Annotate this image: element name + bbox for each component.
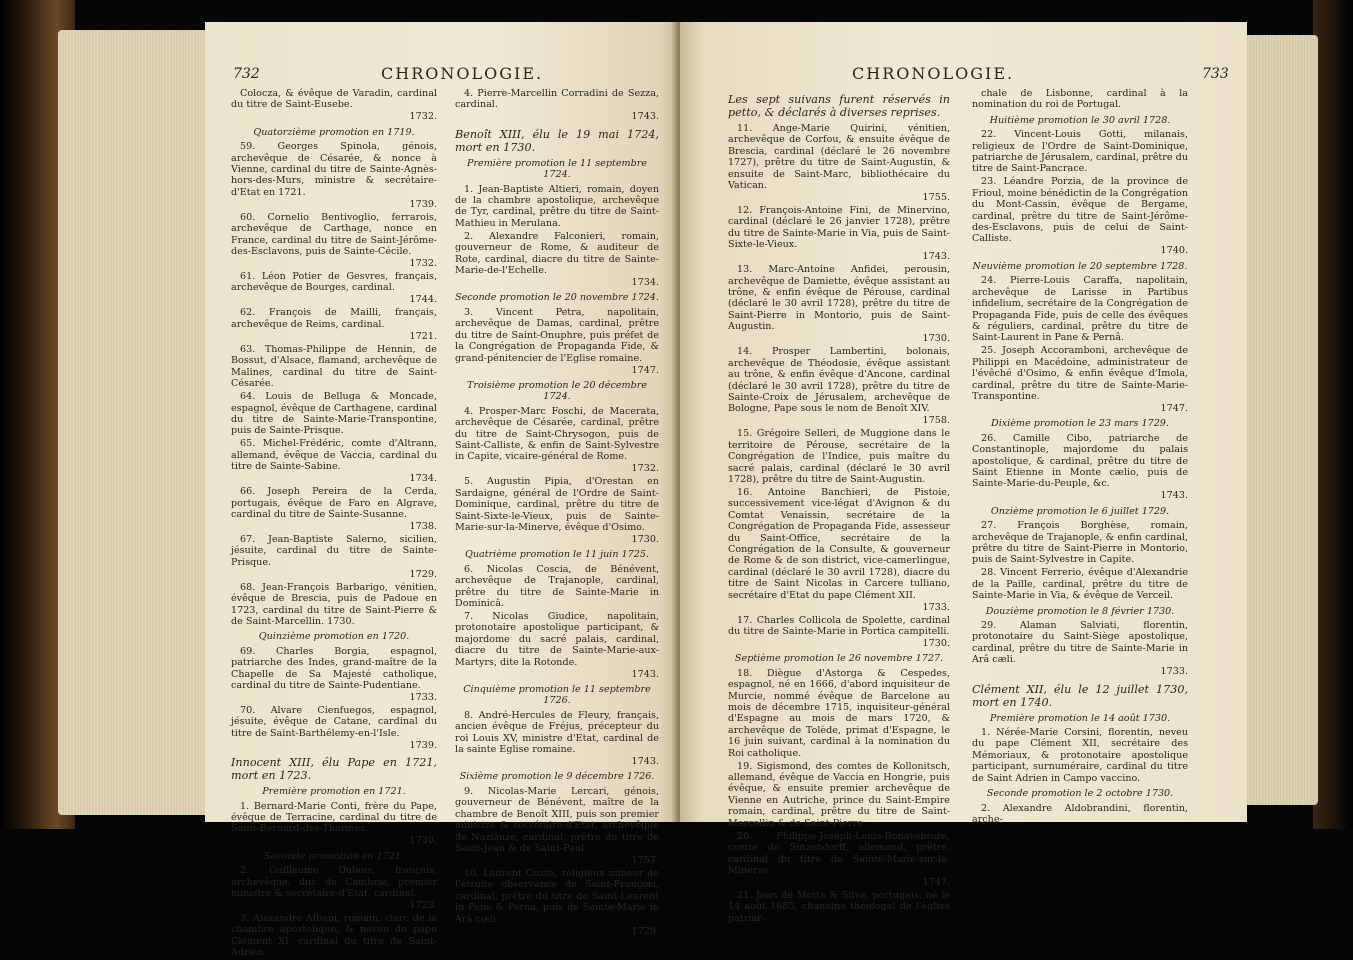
entry-paragraph: 66. Joseph Pereira de la Cerda, portugais, évêque de Faro en Algrave, cardinal du titre de Sainte-Susanne. xyxy=(231,486,437,520)
entry-date: 1740. xyxy=(1160,245,1188,257)
entry-date: 1732. xyxy=(631,463,659,475)
entry-date: 1739. xyxy=(409,739,437,751)
entry-paragraph: 25. Joseph Accoramboni, archevêque de Philippi en Macédoine, administrateur de l'évêché d'Osimo, & enfin évêque d'Imola, cardinal, prêtre du titre de Sainte-Marie-Transpontine. xyxy=(972,345,1188,402)
entry-date: 1758. xyxy=(922,415,950,427)
left-page xyxy=(205,22,678,959)
entry-paragraph: 9. Nicolas-Marie Lercari, génois, gouverneur de Bénévent, maître de la chambre de Benoît XIII, puis son premier ministre & secrétaire-d'Etat, archevêque de Nazianze, cardinal, prêtre du titre de Saint-Jean & de Saint-Paul. xyxy=(455,785,659,854)
promotion-heading: Dixième promotion le 23 mars 1729. xyxy=(991,418,1169,430)
entry-date: 1723. xyxy=(409,900,437,912)
pontificate-heading: Clément XII, élu le 12 juillet 1730, mort en 1740. xyxy=(972,682,1188,709)
book-right-edge xyxy=(1313,0,1353,829)
entry-paragraph: 1. Bernard-Marie Conti, frère du Pape, évêque de Terracine, cardinal du titre de Saint-Bernard-des-Thermes. xyxy=(231,800,437,835)
promotion-heading: Neuvième promotion le 20 septembre 1728. xyxy=(972,260,1188,272)
entry-paragraph: 62. François de Mailli, français, archevêque de Reims, cardinal. xyxy=(231,307,437,330)
entry-date: 1747. xyxy=(631,364,659,376)
entry-paragraph: 64. Louis de Belluga & Moncade, espagnol, évêque de Carthagene, cardinal du titre de Sainte-Marie-Transpontine, puis de Sainte-Prisque. xyxy=(231,391,437,437)
entry-paragraph: 18. Diègue d'Astorga & Cespedes, espagnol, né en 1666, d'abord inquisiteur de Murcie, nommé évêque de Barcelone au mois de décembre 1715, inquisiteur-général d'Espagne au mois de mars 1720, & archevêque de Tolède, primat d'Espagne, le 16 juin suivant, cardinal à la nomination du Roi catholique. xyxy=(728,667,950,759)
entry-date: 1739. xyxy=(409,198,437,210)
entry-paragraph: 2. Alexandre Aldobrandini, florentin, arche- xyxy=(972,802,1188,825)
entry-date: 1732. xyxy=(409,258,437,270)
right-running-head: CHRONOLOGIE. xyxy=(852,64,1015,83)
entry-paragraph: 6. Nicolas Coscia, de Bénévent, archevêque de Trajanople, cardinal, prêtre du titre de Sainte-Marie in Dominicâ. xyxy=(455,563,659,609)
entry-paragraph: 67. Jean-Baptiste Salerno, sicilien, jésuite, cardinal du titre de Sainte-Prisque. xyxy=(231,533,437,568)
entry-date: 1743. xyxy=(1160,490,1188,502)
entry-paragraph: 22. Vincent-Louis Gotti, milanais, religieux de l'Ordre de Saint-Dominique, patriarche de Jérusalem, cardinal, prêtre du titre de Saint-Pancrace. xyxy=(972,129,1188,175)
entry-date: 1743. xyxy=(631,111,659,123)
promotion-heading: Cinquième promotion le 11 septembre 1726. xyxy=(463,684,651,707)
entry-date: 1743. xyxy=(631,756,659,768)
entry-paragraph: 24. Pierre-Louis Caraffa, napolitain, archevêque de Larisse in Partibus infidelium, secrétaire de la Congrégation de Propaganda Fide, puis de celle des évêques & réguliers, cardinal, prêtre du titre de Saint-Laurent in Pane & Pernâ. xyxy=(972,275,1188,344)
entry-paragraph: 7. Nicolas Giudice, napolitain, protonotaire apostolique participant, & majordome du sacré palais, cardinal, diacre du titre de Sainte-Marie-aux-Martyrs, dite la Rotonde. xyxy=(455,611,659,668)
entry-paragraph: Colocza, & évêque de Varadin, cardinal du titre de Saint-Eusebe. xyxy=(231,88,437,111)
promotion-heading: Sixième promotion le 9 décembre 1726. xyxy=(459,771,655,783)
entry-date: 1733. xyxy=(409,692,437,703)
entry-paragraph: 15. Grégoire Selleri, de Muggione dans le territoire de Pérouse, secrétaire de la Congrégation de l'Indice, puis maître du sacré palais, cardinal (déclaré le 30 avril 1728), prêtre du titre de Saint-Augustin. xyxy=(728,428,950,485)
left-running-head: CHRONOLOGIE. xyxy=(381,64,544,83)
entry-date: 1733. xyxy=(1160,666,1188,678)
entry-paragraph: 10. Laurent Cozza, religieux mineur de l'étroite observance de Saint-François, cardinal, prêtre du titre de Saint-Laurent in Pane & Perna, puis de Sainte-Marie in Arâ cœli. xyxy=(455,867,659,925)
promotion-heading: Douzième promotion le 8 février 1730. xyxy=(985,605,1175,617)
entry-date: 1734. xyxy=(409,473,437,485)
entry-paragraph: 1. Jean-Baptiste Altieri, romain, doyen de la chambre apostolique, archevêque de Tyr, cardinal, prêtre du titre de Saint-Mathieu in Merulana. xyxy=(455,183,659,229)
entry-paragraph: 26. Camille Cibo, patriarche de Constantinople, majordome du palais apostolique, & cardinal, prêtre du titre de Saint Etienne in Monte cælio, puis de Sainte-Marie-du-Peuple, &c. xyxy=(972,432,1188,490)
entry-paragraph: 4. Pierre-Marcellin Corradini de Sezza, cardinal. xyxy=(455,88,659,111)
entry-paragraph: 29. Alaman Salviati, florentin, protonotaire du Saint-Siège apostolique, cardinal, prêtre du titre de Sainte-Marie in Arâ cæli. xyxy=(972,620,1188,666)
entry-date: 1730. xyxy=(922,333,950,345)
entry-paragraph: 2. Guillaume Dubois, français, archevêque, duc de Cambrai, premier ministre & secrétaire-d'Etat, cardinal. xyxy=(231,865,437,900)
pontificate-heading: Les sept suivans furent réservés in petto, & déclarés à diverses reprises. xyxy=(728,93,950,119)
promotion-heading: Seconde promotion en 1721. xyxy=(263,850,405,862)
left-column-1 xyxy=(231,88,437,960)
promotion-heading: Onzième promotion le 6 juillet 1729. xyxy=(990,505,1170,517)
entry-paragraph: 1. Nérée-Marie Corsini, florentin, neveu du pape Clément XII, secrétaire des Mémoriaux, & protonotaire apostolique participant, surnuméraire, cardinal du titre de Saint Adrien in Campo vaccino. xyxy=(972,727,1188,784)
entry-paragraph: 27. François Borghèse, romain, archevêque de Trajanople, & enfin cardinal, prêtre du titre de Saint-Pierre in Montorio, puis de Saint-Sylvestre in Capite. xyxy=(972,520,1188,566)
entry-paragraph: 5. Augustin Pipia, d'Orestan en Sardaigne, général de l'Ordre de Saint-Dominique, cardinal, prêtre du titre de Saint-Sixte-le-Vieux, puis de Sainte-Marie-sur-la-Minerve, évêque d'Osimo. xyxy=(455,476,659,533)
entry-paragraph: 12. François-Antoine Fini, de Minervino, cardinal (déclaré le 26 janvier 1728), prêtre du titre de Sainte-Marie in Via, puis de Saint-Sixte-le-Vieux. xyxy=(728,205,950,251)
entry-paragraph: chale de Lisbonne, cardinal à la nomination du roi de Portugal. xyxy=(972,88,1188,111)
entry-paragraph: 3. Vincent Petra, napolitain, archevêque de Damas, cardinal, prêtre du titre de Saint-Onuphre, puis préfet de la Congrégation de Propaganda Fide, & grand-pénitencier de l'Eglise romaine. xyxy=(455,306,659,364)
entry-paragraph: 59. Georges Spinola, génois, archevêque de Césarée, & nonce à Vienne, cardinal du titre de Sainte-Agnès-hors-des-Murs, ministre & secrétaire-d'Etat en 1721. xyxy=(231,141,437,198)
entry-paragraph: 3. Alexandre Albani, romain, clerc de la chambre apostolique, & neveu du pape Clément XI, cardinal du titre de Saint-Adrien. xyxy=(231,913,437,959)
entry-paragraph: 21. Jean de Motta & Silva, portugais, né le 14 août 1685, chanoine théologal de l'église patriar- xyxy=(728,889,950,924)
promotion-heading: Quatorzième promotion en 1719. xyxy=(253,126,415,138)
left-column-2 xyxy=(455,88,659,939)
promotion-heading: Quinzième promotion en 1720. xyxy=(258,631,410,643)
entry-paragraph: 2. Alexandre Falconieri, romain, gouverneur de Rome, & auditeur de Rote, cardinal, diacre du titre de Sainte-Marie-de-l'Echelle. xyxy=(455,230,659,277)
entry-date: 1755. xyxy=(922,192,950,204)
entry-paragraph: 69. Charles Borgia, espagnol, patriarche des Indes, grand-maître de la Chapelle de Sa Majesté catholique, cardinal du titre de Sainte-Pudentiane. xyxy=(231,645,437,691)
entry-date: 1738. xyxy=(409,520,437,532)
entry-paragraph: 65. Michel-Frédéric, comte d'Altrann, allemand, évêque de Vaccia, cardinal du titre de Sainte-Sabine. xyxy=(231,438,437,473)
entry-date: 1729. xyxy=(631,925,659,937)
entry-paragraph: 60. Cornelio Bentivoglio, ferrarois, archevêque de Carthage, nonce en France, cardinal du titre de Saint-Jérôme-des-Esclavons, puis de Sainte-Cécile. xyxy=(231,211,437,258)
entry-date: 1729. xyxy=(409,568,437,580)
promotion-heading: Seconde promotion le 2 octobre 1730. xyxy=(986,788,1174,800)
entry-paragraph: 11. Ange-Marie Quirini, vénitien, archevêque de Corfou, & ensuite évêque de Brescia, cardinal (déclaré le 26 novembre 1727), prêtre du titre de Saint-Augustin, & ensuite de Saint-Marc, bibliothécaire du Vatican. xyxy=(728,123,950,192)
entry-paragraph: 23. Léandre Porzia, de la province de Frioul, moine bénédictin de la Congrégation du Mont-Cassin, évêque de Bergame, cardinal, prêtre du titre de Saint-Jérôme-des-Esclavons, puis de celui de Saint-Calliste. xyxy=(972,176,1188,245)
pontificate-heading: Innocent XIII, élu Pape en 1721, mort en 1723. xyxy=(231,756,437,783)
entry-date: 1757. xyxy=(631,854,659,866)
right-column-1 xyxy=(728,88,950,926)
entry-paragraph: 4. Prosper-Marc Foschi, de Macerata, archevêque de Césarée, cardinal, prêtre du titre de Saint-Chrysogon, puis de Saint-Calliste, & enfin de Saint-Sylvestre in Capite, vicaire-général de Rome. xyxy=(455,405,659,463)
left-page-number: 732 xyxy=(233,66,260,82)
entry-paragraph: 61. Léon Potier de Gesvres, français, archevêque de Bourges, cardinal. xyxy=(231,271,437,294)
entry-paragraph: 70. Alvare Cienfuegos, espagnol, jésuite, évêque de Catane, cardinal du titre de Saint-Barthélemy-en-l'Isle. xyxy=(231,705,437,739)
entry-date: 1730. xyxy=(631,533,659,545)
entry-date: 1747. xyxy=(922,876,950,888)
entry-date: 1733. xyxy=(922,601,950,613)
entry-date: 1743. xyxy=(631,668,659,680)
entry-paragraph: 14. Prosper Lambertini, bolonais, archevêque de Théodosie, évêque assistant au trône, & enfin évêque d'Ancone, cardinal (déclaré le 30 avril 1728), prêtre du titre de Sainte-Croix de Jérusalem, archevêque de Bologne, Pape sous le nom de Benoît XIV. xyxy=(728,346,950,415)
entry-date: 1744. xyxy=(409,294,437,306)
entry-date: 1730. xyxy=(409,835,437,847)
entry-paragraph: 13. Marc-Antoine Anfidei, perousin, archevêque de Damiette, évêque assistant au trône, & enfin évêque de Pérouse, cardinal (déclaré le 30 avril 1728), prêtre du titre de Saint-Pierre in Montorio, puis de Saint-Augustin. xyxy=(728,264,950,333)
right-page-number: 733 xyxy=(1202,66,1229,82)
entry-paragraph: 63. Thomas-Philippe de Hennin, de Bossut, d'Alsace, flamand, archevêque de Malines, cardinal du titre de Saint-Césarée. xyxy=(231,343,437,390)
entry-date: 1734. xyxy=(631,277,659,289)
entry-date: 1730. xyxy=(922,638,950,649)
entry-paragraph: 17. Charles Collicola de Spolette, cardinal du titre de Sainte-Marie in Portica campitelli. xyxy=(728,614,950,637)
entry-paragraph: 20. Philippe-Joseph-Louis-Bonaventure, comte de Sinzendorff, allemand, prêtre, cardinal du titre de Sainte-Marie-sur-la-Minerve. xyxy=(728,830,950,876)
entry-paragraph: 19. Sigismond, des comtes de Kollonitsch, allemand, évêque de Vaccia en Hongrie, puis évêque, & ensuite premier archevêque de Vienne en Autriche, prince du Saint-Empire romain, cardinal, prêtre du titre de Saint-Marcellin & de Saint-Pierre. xyxy=(728,760,950,829)
promotion-heading: Septième promotion le 26 novembre 1727. xyxy=(734,653,944,665)
promotion-heading: Première promotion en 1721. xyxy=(262,786,406,798)
page-stack-left xyxy=(58,30,228,815)
right-page xyxy=(680,22,1247,924)
entry-date: 1743. xyxy=(922,251,950,263)
promotion-heading: Huitième promotion le 30 avril 1728. xyxy=(989,114,1171,126)
entry-paragraph: 16. Antoine Banchieri, de Pistoie, successivement vice-légat d'Avignon & du Comtat Venaissin, secrétaire de la Congrégation de Propaganda Fide, assesseur du Saint-Office, secrétaire de la Congrégation de la Consulte, & gouverneur de Rome & de son district, vice-camerlingue, cardinal (déclaré le 30 avril 1728), diacre du titre de Saint Nicolas in Carcere tulliano, secrétaire d'Etat du pape Clément XII. xyxy=(728,486,950,601)
promotion-heading: Première promotion le 14 août 1730. xyxy=(989,712,1171,724)
entry-date: 1721. xyxy=(409,330,437,342)
entry-paragraph: 8. André-Hercules de Fleury, français, ancien évêque de Fréjus, précepteur du roi Louis XV, ministre d'Etat, cardinal de la sainte Eglise romaine. xyxy=(455,709,659,756)
pontificate-heading: Benoît XIII, élu le 19 mai 1724, mort en 1730. xyxy=(455,127,659,154)
entry-date: 1732. xyxy=(409,111,437,123)
entry-paragraph: 28. Vincent Ferrerio, évêque d'Alexandrie de la Paille, cardinal, prêtre du titre de Sainte-Marie in Via, & évêque de Verceil. xyxy=(972,567,1188,602)
entry-date: 1747. xyxy=(1160,402,1188,414)
promotion-heading: Première promotion le 11 septembre 1724. xyxy=(466,157,647,181)
promotion-heading: Troisième promotion le 20 décembre 1724. xyxy=(466,379,648,403)
promotion-heading: Seconde promotion le 20 novembre 1724. xyxy=(455,292,659,304)
right-column-2 xyxy=(972,88,1188,827)
entry-paragraph: 68. Jean-François Barbarigo, vénitien, évêque de Brescia, puis de Padoue en 1723, cardinal du titre de Saint-Pierre & de Saint-Marcellin. 1730. xyxy=(231,581,437,627)
promotion-heading: Quatrième promotion le 11 juin 1725. xyxy=(464,549,650,561)
